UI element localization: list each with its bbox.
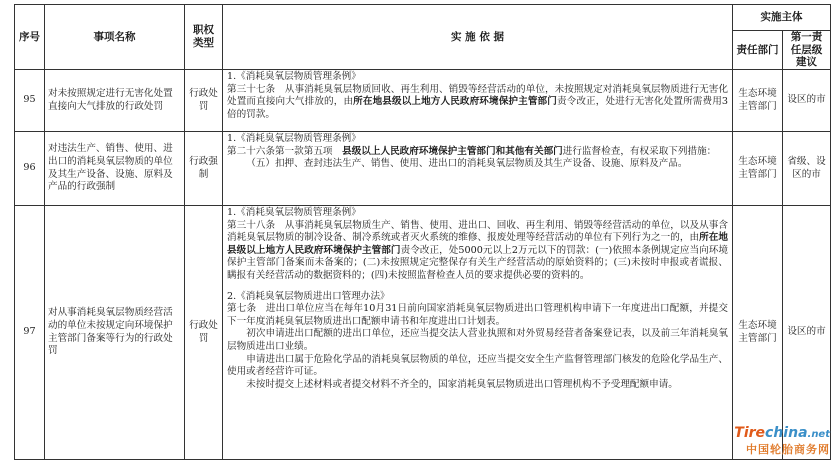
- policy-table: [14, 4, 831, 460]
- row-type: 行政强制: [185, 132, 223, 206]
- header-seq: 序号: [15, 5, 45, 70]
- basis-text: 第二十六条第一款第五项 县级以上人民政府环境保护主管部门和其他有关部门进行监督检查，有权采取下列措施：: [227, 145, 717, 157]
- basis-text: 申请进出口属于危险化学品的消耗臭氧层物质的单位，还应当提交安全生产监督管理部门核发的危险化学品生产、使用或者经营许可证。: [227, 353, 728, 378]
- basis-text: 未按时提交上述材料或者提交材料不齐全的，国家消耗臭氧层物质进出口管理机构不予受理配额申请。: [246, 378, 678, 390]
- header-type: 职权类型: [185, 5, 223, 70]
- row-level: 省级、设区的市: [783, 132, 831, 206]
- basis-text: 初次申请进出口配额的进出口单位，还应当提交法人营业执照和对外贸易经营者备案登记表，以及前三年消耗臭氧层物质进出口业绩。: [227, 328, 728, 352]
- basis-item: （五）扣押、查封违法生产、销售、使用、进出口的消耗臭氧层物质及其生产设备、设施、原料及产品。: [246, 158, 688, 170]
- row-dept: 生态环境主管部门: [733, 70, 783, 132]
- row-dept: 生态环境主管部门: [733, 206, 783, 460]
- row-basis: [223, 132, 733, 206]
- basis-text: 第七条 进出口单位应当在每年10月31日前向国家消耗臭氧层物质进出口管理机构申请下一年度进出口配额，并提交下一年度消耗臭氧层物质进出口配额申请书和年度进出口计划表。: [227, 303, 728, 327]
- watermark-text: 中国轮胎商务网: [746, 443, 830, 456]
- watermark: [734, 425, 830, 457]
- header-basis: 实 施 依 据: [223, 5, 733, 70]
- row-type: 行政处罚: [185, 70, 223, 132]
- watermark-logo: Tirechina.net: [734, 425, 830, 441]
- basis-title: 2.《消耗臭氧层物质进出口管理办法》: [227, 290, 390, 302]
- row-seq: 95: [15, 70, 45, 132]
- row-name: 对未按照规定进行无害化处置直接向大气排放的行政处罚: [45, 70, 185, 132]
- header-level: 第一责任层级建议: [783, 31, 831, 70]
- basis-text: 第三十七条 从事消耗臭氧层物质回收、再生利用、销毁等经营活动的单位，未按照规定对消耗臭氧层物质进行无害化处置而直接向大气排放的，由所在地县级以上地方人民政府环境保护主管部门责令改正，处进行无害化处置所需费用3倍的罚款。: [227, 83, 729, 120]
- row-level: 设区的市: [783, 70, 831, 132]
- basis-text: 第三十八条 从事消耗臭氧层物质生产、销售、使用、进出口、回收、再生利用、销毁等经营活动的单位，以及从事含消耗臭氧层物质的制冷设备、制冷系统或者灭火系统的维修、报废处理等经营活动的单位有下列行为之一的，由所在地县级以上地方人民政府环境保护主管部门责令改正，处5000元以上2万元以下的罚款：(一)依照本条例规定应当向环境保护主管部门备案而未备案的；(二)未按照规定完整保存有关生产经营活动的原始资料的；(三)未按时申报或者谎报、瞒报有关经营活动的数据资料的；(四)未按照监督检查人员的要求提供必要的资料的。: [227, 219, 729, 281]
- row-level: 设区的市: [783, 206, 831, 460]
- basis-title: 1.《消耗臭氧层物质管理条例》: [227, 71, 361, 82]
- table-row: [15, 206, 831, 460]
- row-seq: 97: [15, 206, 45, 460]
- row-type: 行政处罚: [185, 206, 223, 460]
- row-basis: [223, 70, 733, 132]
- row-name: 对违法生产、销售、使用、进出口的消耗臭氧层物质的单位及其生产设备、设施、原料及产品的行政强制: [45, 132, 185, 206]
- table-row: [15, 132, 831, 206]
- basis-title: 1.《消耗臭氧层物质管理条例》: [227, 207, 361, 218]
- header-subject: 实施主体: [733, 5, 831, 31]
- row-name: 对从事消耗臭氧层物质经营活动的单位未按规定向环境保护主管部门备案等行为的行政处罚: [45, 206, 185, 460]
- row-basis: [223, 206, 733, 460]
- header-name: 事项名称: [45, 5, 185, 70]
- table-row: [15, 70, 831, 132]
- basis-title: 1.《消耗臭氧层物质管理条例》: [227, 133, 361, 144]
- header-dept: 责任部门: [733, 31, 783, 70]
- row-dept: 生态环境主管部门: [733, 132, 783, 206]
- row-seq: 96: [15, 132, 45, 206]
